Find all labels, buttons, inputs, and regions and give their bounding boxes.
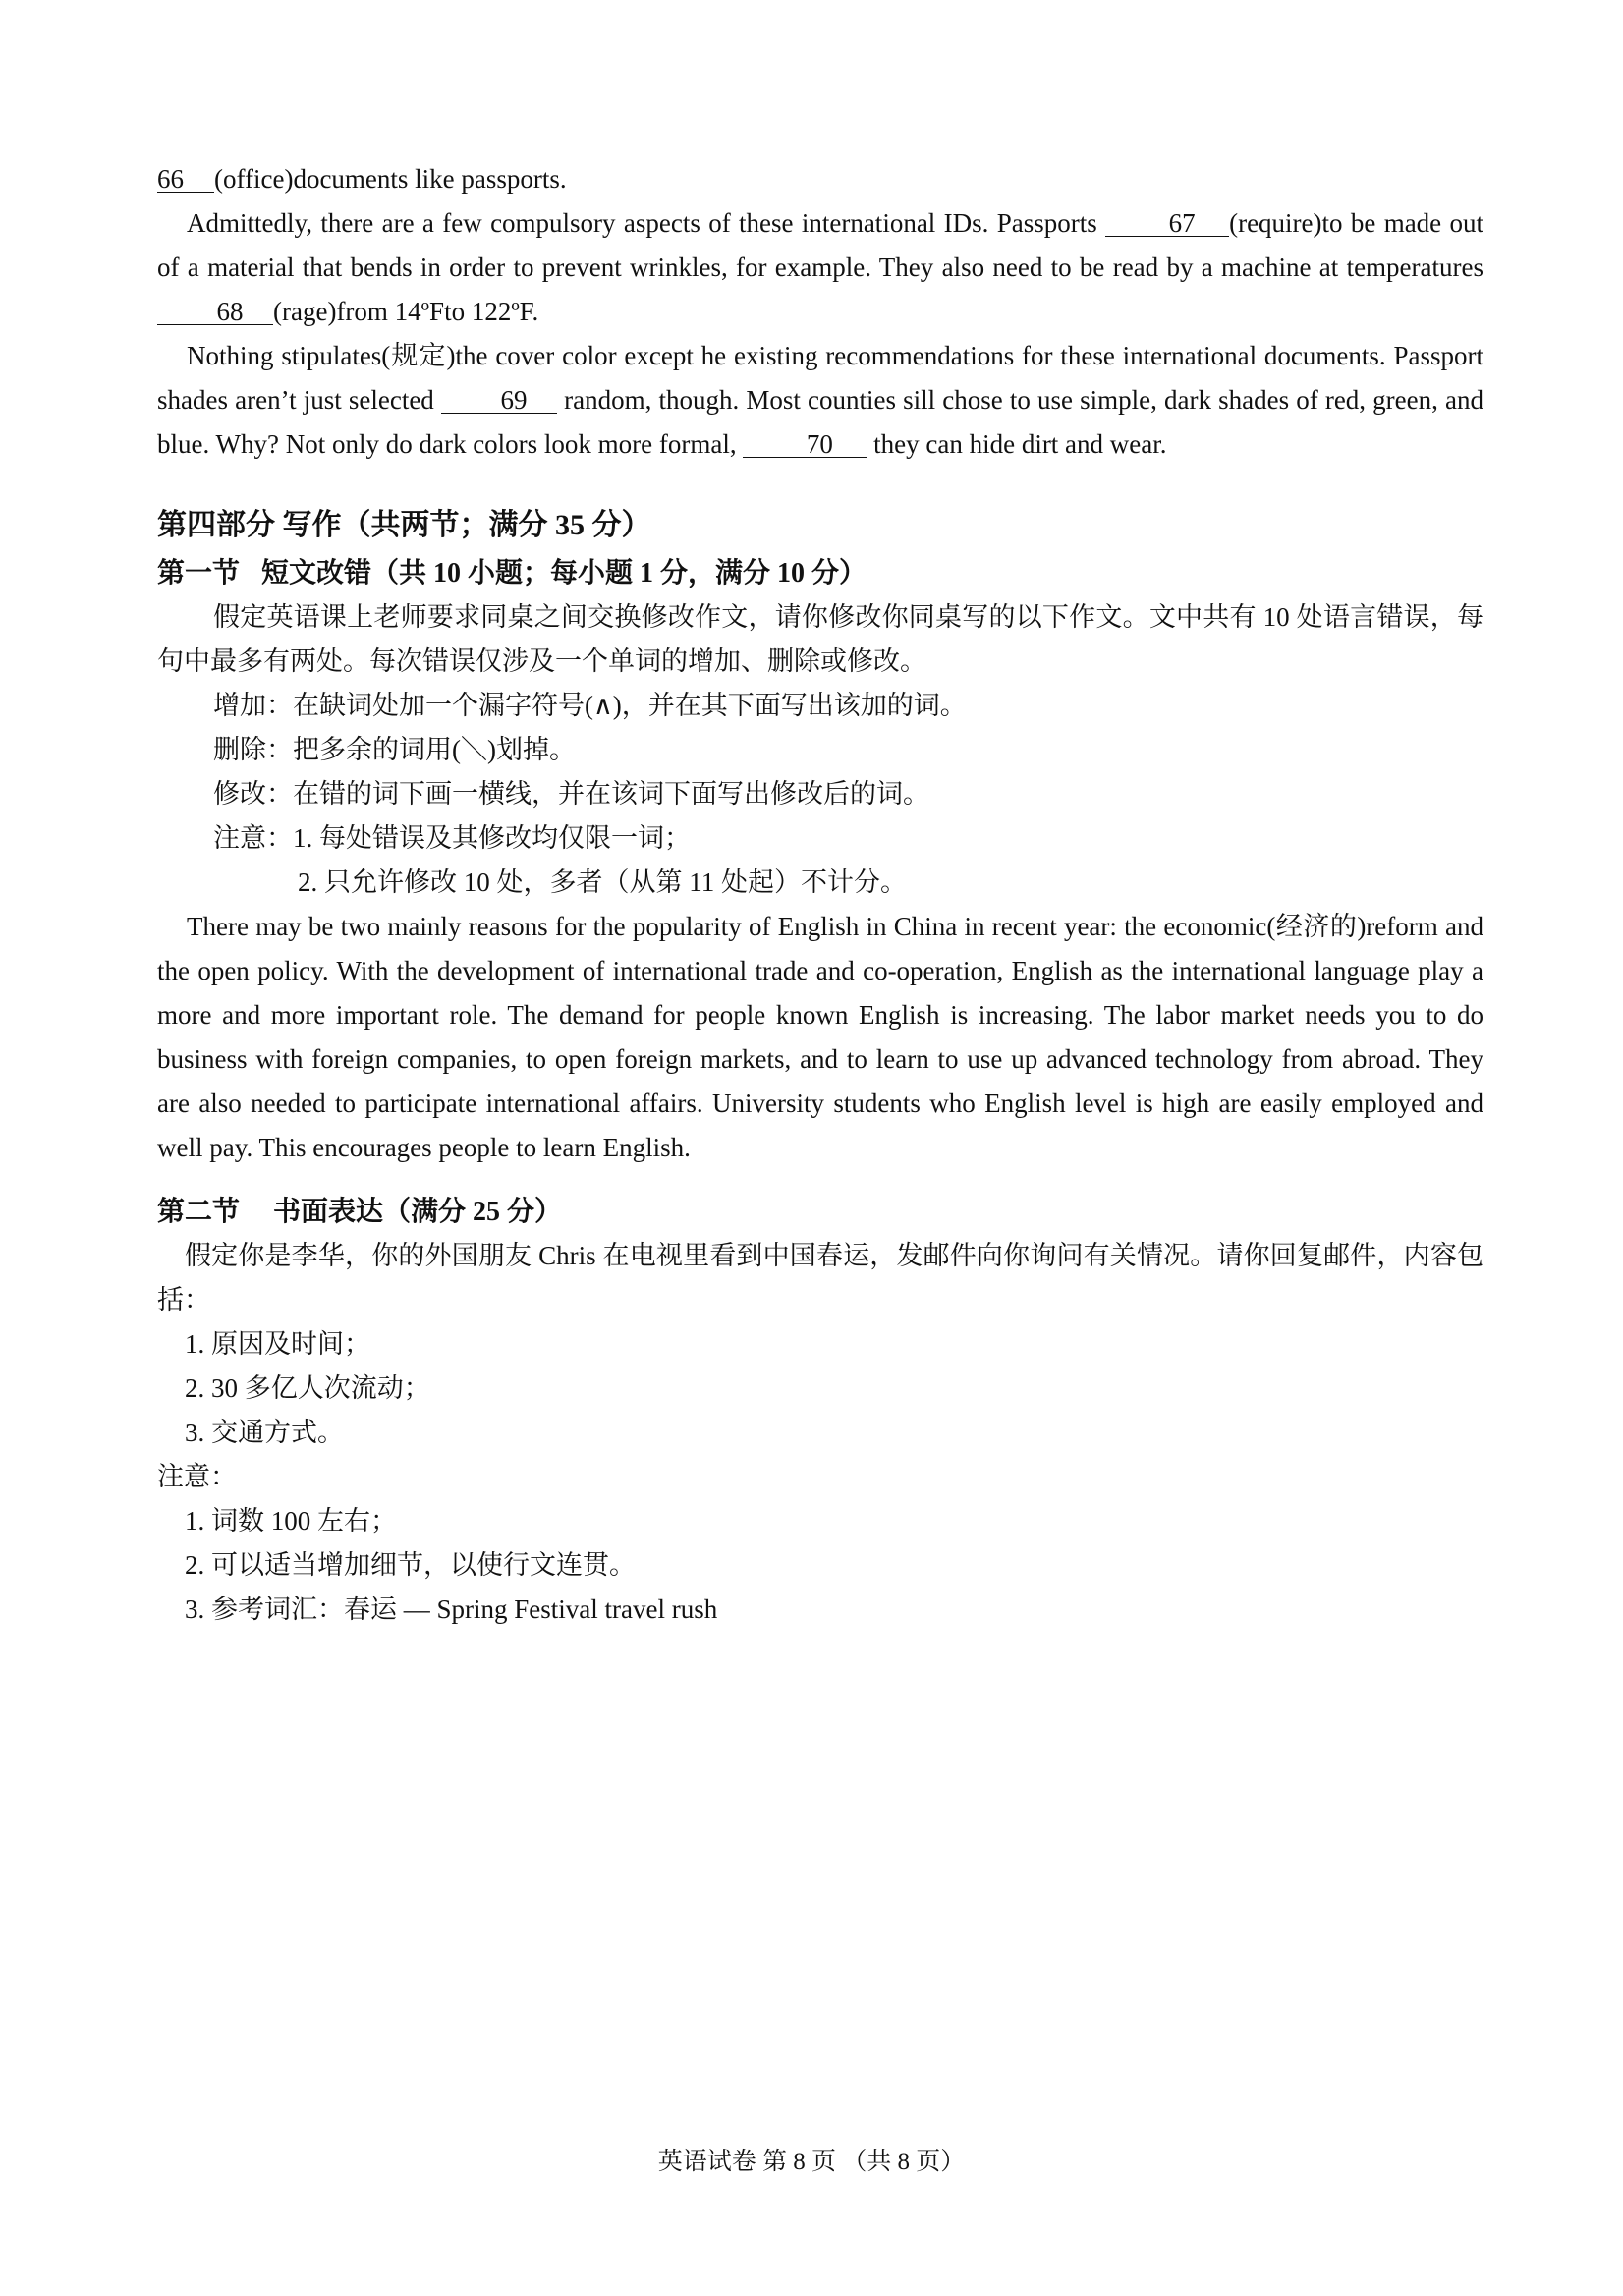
passage-text: (office)documents like passports. — [214, 164, 567, 194]
passage-paragraph-2 — [157, 201, 1483, 334]
rule-modify: 修改：在错的词下画一横线，并在该词下面写出修改后的词。 — [213, 779, 929, 809]
blank-67: 67 — [1105, 210, 1229, 237]
note-item: 2. 可以适当增加细节，以使行文连贯。 — [185, 1550, 636, 1580]
passage-text: they can hide dirt and wear. — [873, 429, 1167, 459]
section1-title — [157, 551, 1483, 595]
note-1: 注意：1. 每处错误及其修改均仅限一词； — [213, 823, 691, 853]
blank-70: 70 — [743, 431, 867, 458]
note-2: 2. 只允许修改 10 处，多者（从第 11 处起）不计分。 — [298, 868, 907, 897]
error-correction-essay: There may be two mainly reasons for the popularity of English in China in recent year: the economic(经济的)reform and the open policy. With the development of international trade and co-operation, English as the international language play a more and more important role. The demand for people known English is increasing. The labor market needs you to do business with foreign companies, to open foreign markets, and to learn to use up advanced technology from abroad. They are also needed to participate international affairs. University students who English level is high are easily employed and well pay. This encourages people to learn English. — [157, 912, 1483, 1162]
notes-label: 注意： — [157, 1462, 237, 1491]
passage-text: random, though. Most counties sill chose to use simple, dark shades of red, green, and blue. Why? Not only do dark colors look more formal, — [157, 385, 1484, 459]
page-footer: 英语试卷 第 8 页 （共 8 页） — [657, 2149, 966, 2175]
section2-title — [157, 1190, 1483, 1234]
section2-heading: 书面表达（满分 25 分） — [273, 1197, 563, 1227]
note-item: 3. 参考词汇：春运 — Spring Festival travel rush — [185, 1595, 718, 1624]
note-item: 1. 词数 100 左右； — [185, 1506, 397, 1536]
section1-heading: 短文改错（共 10 小题；每小题 1 分，满分 10 分） — [261, 558, 867, 588]
passage-text: (require)to be made out of a material that bends in order to prevent wrinkles, for example. They also need to be read by a machine at temperatures — [157, 208, 1484, 282]
content-item: 2. 30 多亿人次流动； — [185, 1373, 430, 1403]
passage-line-66 — [157, 157, 1483, 201]
content-item: 1. 原因及时间； — [185, 1329, 370, 1359]
rule-add: 增加：在缺词处加一个漏字符号(∧)，并在其下面写出该加的词。 — [213, 691, 967, 720]
section2-label: 第二节 — [157, 1197, 241, 1227]
passage-text: Nothing stipulates(规定)the cover color except he existing recommendations for these international documents. Passport shades aren’t just selected — [157, 341, 1483, 415]
passage-paragraph-3 — [157, 334, 1483, 467]
exam-page — [157, 157, 1483, 1632]
passage-text: (rage)from 14ºFto 122ºF. — [273, 297, 539, 326]
blank-68: 68 — [157, 299, 273, 325]
writing-prompt: 假定你是李华，你的外国朋友 Chris 在电视里看到中国春运，发邮件向你询问有关情况。请你回复邮件，内容包括： — [157, 1241, 1483, 1315]
part4-title: 第四部分 写作（共两节；满分 35 分） — [157, 509, 651, 541]
section1-label: 第一节 — [157, 558, 241, 588]
section1-instruction: 假定英语课上老师要求同桌之间交换修改作文，请你修改你同桌写的以下作文。文中共有 10 处语言错误，每句中最多有两处。每次错误仅涉及一个单词的增加、删除或修改。 — [157, 602, 1483, 676]
blank-69: 69 — [441, 387, 557, 414]
passage-text: Admittedly, there are a few compulsory aspects of these international IDs. Passports — [187, 208, 1097, 238]
blank-66: 66 — [157, 166, 214, 193]
content-item: 3. 交通方式。 — [185, 1418, 344, 1447]
rule-delete: 删除：把多余的词用(＼)划掉。 — [213, 735, 576, 764]
